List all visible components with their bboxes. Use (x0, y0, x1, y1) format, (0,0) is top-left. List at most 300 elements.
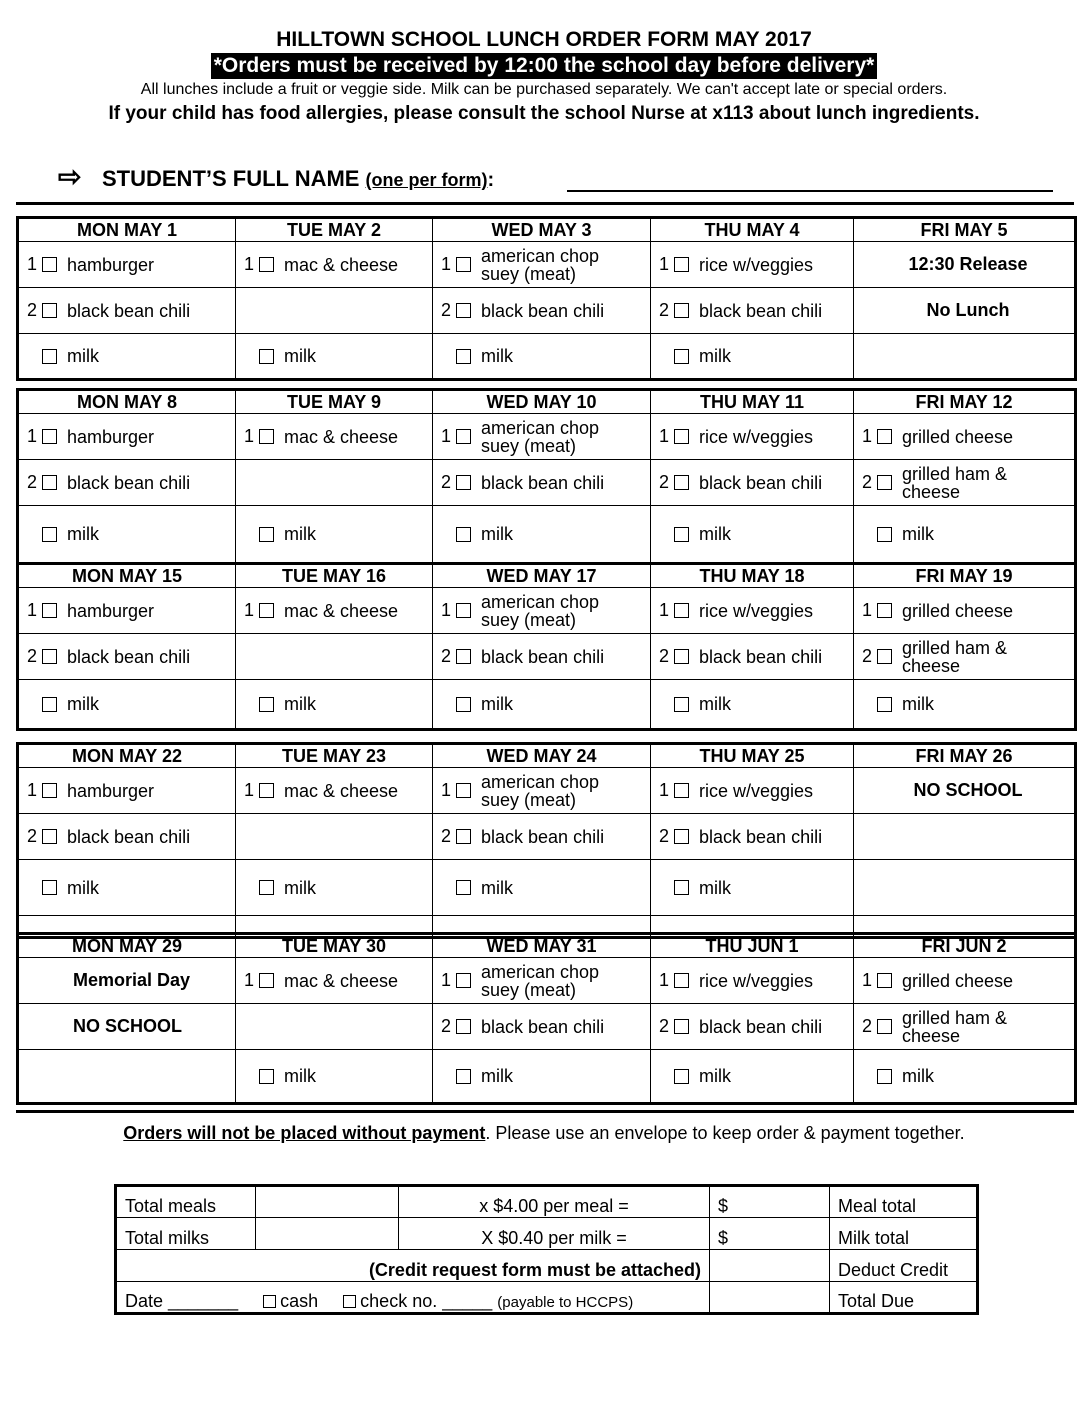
day-header-tue: TUE MAY 2 (236, 218, 433, 242)
option-number: 1 (441, 254, 452, 274)
menu-cell-tue (236, 588, 433, 634)
divider (16, 1110, 1074, 1113)
order-checkbox[interactable] (42, 527, 57, 542)
menu-cell-fri (854, 242, 1076, 288)
menu-cell-fri (854, 334, 1076, 380)
menu-item-label: milk (284, 1066, 316, 1086)
order-checkbox[interactable] (456, 829, 471, 844)
deduct-credit-label: Deduct Credit (830, 1250, 978, 1282)
day-header-thu: THU JUN 1 (651, 934, 854, 958)
credit-note: (Credit request form must be attached) (116, 1250, 710, 1282)
milk-option (27, 525, 235, 543)
menu-cell-thu (651, 588, 854, 634)
order-checkbox[interactable] (456, 649, 471, 664)
option-1 (862, 970, 1074, 991)
menu-item-label: black bean chili (481, 472, 605, 493)
milk-option (244, 525, 432, 543)
menu-cell-tue (236, 414, 433, 460)
option-2 (862, 1009, 1074, 1045)
menu-cell-fri (854, 460, 1076, 506)
menu-cell-fri (854, 288, 1076, 334)
menu-cell-thu (651, 814, 854, 860)
day-header-mon: MON MAY 15 (18, 564, 236, 588)
total-due-field[interactable] (710, 1282, 830, 1314)
order-checkbox[interactable] (42, 603, 57, 618)
menu-cell-wed (433, 460, 651, 506)
order-checkbox[interactable] (674, 783, 689, 798)
menu-item-label: black bean chili (699, 472, 823, 493)
option-2 (27, 300, 235, 321)
option-1 (862, 600, 1074, 621)
milk-option (27, 879, 235, 897)
menu-item-label: milk (699, 346, 731, 366)
menu-item-label: black bean chili (699, 1016, 823, 1037)
menu-item-label: milk (902, 1066, 934, 1086)
fri-note: NO SCHOOL (913, 780, 1023, 800)
option-2 (441, 1016, 650, 1037)
day-header-fri: FRI MAY 19 (854, 564, 1076, 588)
option-number: 2 (27, 646, 38, 666)
divider (16, 202, 1074, 205)
menu-cell-tue (236, 506, 433, 564)
payable-note: (payable to HCCPS) (497, 1294, 634, 1311)
option-number: 1 (441, 600, 452, 620)
menu-item-label: milk (902, 524, 934, 544)
deadline-banner: *Orders must be received by 12:00 the school day before delivery* (211, 53, 878, 79)
order-checkbox[interactable] (877, 429, 892, 444)
menu-item-label: black bean chili (699, 646, 823, 667)
milk-option (659, 525, 853, 543)
menu-cell-thu (651, 506, 854, 564)
option-2 (659, 300, 853, 321)
option-number: 1 (27, 600, 38, 620)
menu-cell-thu (651, 334, 854, 380)
menu-item-label: milk (481, 877, 513, 898)
order-checkbox[interactable] (259, 697, 274, 712)
milk-option (441, 879, 650, 897)
menu-item-label: rice w/veggies (699, 600, 814, 621)
menu-item-label: black bean chili (481, 300, 605, 321)
menu-cell-wed (433, 506, 651, 564)
meal-total-label: Meal total (830, 1186, 978, 1218)
one-per-form-note: (one per form) (365, 170, 488, 190)
menu-item-label: milk (481, 524, 513, 544)
order-checkbox[interactable] (674, 257, 689, 272)
order-checkbox[interactable] (456, 527, 471, 542)
milk-option (862, 1067, 1074, 1085)
menu-cell-mon (18, 634, 236, 680)
week-table (16, 742, 1077, 939)
menu-item-label: milk (67, 346, 99, 366)
menu-cell-fri (854, 634, 1076, 680)
menu-cell-tue (236, 860, 433, 916)
milk-option (27, 347, 235, 365)
order-checkbox[interactable] (674, 649, 689, 664)
milk-option (441, 695, 650, 713)
total-milks-field[interactable] (256, 1218, 399, 1250)
order-checkbox[interactable] (456, 697, 471, 712)
order-checkbox[interactable] (674, 303, 689, 318)
day-header-wed: WED MAY 3 (433, 218, 651, 242)
menu-cell-fri (854, 680, 1076, 730)
option-number: 2 (27, 300, 38, 320)
order-checkbox[interactable] (456, 880, 471, 895)
day-header-mon: MON MAY 8 (18, 390, 236, 414)
menu-item-label: milk (481, 694, 513, 714)
menu-item-label: grilled cheese (902, 970, 1014, 991)
day-header-fri: FRI JUN 2 (854, 934, 1076, 958)
order-checkbox[interactable] (456, 1069, 471, 1084)
day-header-wed: WED MAY 10 (433, 390, 651, 414)
menu-cell-fri (854, 506, 1076, 564)
milk-option (659, 347, 853, 365)
order-checkbox[interactable] (674, 880, 689, 895)
option-2 (659, 826, 853, 847)
order-checkbox[interactable] (674, 697, 689, 712)
cash-checkbox[interactable] (263, 1295, 276, 1308)
menu-cell-tue (236, 958, 433, 1004)
option-1 (659, 600, 853, 621)
menu-cell-thu (651, 680, 854, 730)
order-checkbox[interactable] (674, 603, 689, 618)
menu-item-label: mac & cheese (284, 600, 399, 621)
menu-item-label: black bean chili (67, 300, 191, 321)
menu-item-label: milk (67, 877, 99, 898)
payment-note (0, 1123, 1088, 1144)
day-header-fri: FRI MAY 12 (854, 390, 1076, 414)
option-number: 2 (862, 1016, 873, 1036)
day-header-mon: MON MAY 29 (18, 934, 236, 958)
menu-item-label: milk (481, 346, 513, 366)
day-header-wed: WED MAY 17 (433, 564, 651, 588)
order-checkbox[interactable] (259, 429, 274, 444)
milk-option (244, 1067, 432, 1085)
cash-label: cash (280, 1291, 319, 1311)
option-1 (441, 593, 650, 629)
option-number: 1 (862, 600, 873, 620)
day-header-fri: FRI MAY 5 (854, 218, 1076, 242)
menu-item-label: rice w/veggies (699, 254, 814, 275)
menu-cell-thu (651, 288, 854, 334)
option-number: 2 (441, 646, 452, 666)
week-table (16, 388, 1077, 565)
menu-cell-mon (18, 414, 236, 460)
order-checkbox[interactable] (456, 475, 471, 490)
day-header-tue: TUE MAY 30 (236, 934, 433, 958)
option-2 (862, 639, 1074, 675)
menu-cell-fri (854, 768, 1076, 814)
order-checkbox[interactable] (456, 429, 471, 444)
order-checkbox[interactable] (456, 603, 471, 618)
option-number: 2 (27, 472, 38, 492)
option-1 (244, 780, 432, 801)
order-checkbox[interactable] (259, 257, 274, 272)
order-checkbox[interactable] (674, 527, 689, 542)
option-number: 2 (441, 472, 452, 492)
order-checkbox[interactable] (259, 880, 274, 895)
menu-item-label: black bean chili (699, 300, 823, 321)
order-checkbox[interactable] (877, 649, 892, 664)
option-number: 1 (659, 254, 670, 274)
menu-item-label: black bean chili (67, 472, 191, 493)
menu-cell-wed (433, 242, 651, 288)
option-1 (244, 426, 432, 447)
day-header-wed: WED MAY 31 (433, 934, 651, 958)
order-checkbox[interactable] (42, 349, 57, 364)
day-header-tue: TUE MAY 16 (236, 564, 433, 588)
option-number: 1 (659, 600, 670, 620)
arrow-icon: ⇨ (58, 161, 82, 192)
option-number: 1 (862, 970, 873, 990)
colon: : (487, 169, 495, 191)
menu-item-label: mac & cheese (284, 426, 399, 447)
order-checkbox[interactable] (877, 697, 892, 712)
menu-cell-tue (236, 1050, 433, 1104)
menu-cell-wed (433, 334, 651, 380)
meal-total-field[interactable]: $ (710, 1186, 830, 1218)
day-header-mon: MON MAY 22 (18, 744, 236, 768)
menu-item-label: black bean chili (67, 646, 191, 667)
order-checkbox[interactable] (42, 257, 57, 272)
menu-cell-wed (433, 588, 651, 634)
menu-cell-tue (236, 1004, 433, 1050)
deduct-credit-field[interactable] (710, 1250, 830, 1282)
option-1 (659, 254, 853, 275)
menu-cell-thu (651, 460, 854, 506)
option-1 (27, 780, 235, 801)
menu-cell-tue (236, 680, 433, 730)
order-checkbox[interactable] (259, 973, 274, 988)
menu-item-label: grilled ham & cheese (902, 637, 1008, 676)
order-checkbox[interactable] (42, 303, 57, 318)
option-number: 1 (244, 970, 255, 990)
milk-option (441, 1067, 650, 1085)
option-2 (659, 472, 853, 493)
milk-option (441, 525, 650, 543)
menu-item-label: milk (699, 524, 731, 544)
menu-cell-mon (18, 768, 236, 814)
menu-cell-wed (433, 288, 651, 334)
order-checkbox[interactable] (674, 1069, 689, 1084)
option-number: 1 (441, 970, 452, 990)
option-1 (441, 419, 650, 455)
order-checkbox[interactable] (259, 1069, 274, 1084)
menu-cell-wed (433, 958, 651, 1004)
order-checkbox[interactable] (674, 475, 689, 490)
student-name-field[interactable] (567, 190, 1053, 192)
option-number: 1 (441, 780, 452, 800)
menu-item-label: black bean chili (481, 1016, 605, 1037)
payment-method-cell (116, 1282, 710, 1314)
order-checkbox[interactable] (42, 429, 57, 444)
date-field[interactable]: Date _______ (125, 1291, 239, 1311)
menu-item-label: hamburger (67, 426, 155, 447)
menu-cell-fri (854, 860, 1076, 916)
option-1 (244, 600, 432, 621)
menu-cell-wed (433, 814, 651, 860)
menu-cell-tue (236, 634, 433, 680)
fri-note: 12:30 Release (908, 254, 1028, 274)
menu-cell-fri (854, 814, 1076, 860)
menu-cell-fri (854, 588, 1076, 634)
option-2 (27, 472, 235, 493)
day-header-thu: THU MAY 4 (651, 218, 854, 242)
option-1 (244, 254, 432, 275)
order-checkbox[interactable] (674, 973, 689, 988)
order-checkbox[interactable] (259, 527, 274, 542)
menu-cell-wed (433, 1050, 651, 1104)
milk-option (27, 695, 235, 713)
menu-item-label: milk (284, 346, 316, 366)
order-checkbox[interactable] (456, 257, 471, 272)
milk-option (659, 879, 853, 897)
menu-cell-mon (18, 860, 236, 916)
menu-item-label: american chop suey (meat) (481, 591, 600, 630)
week-table (16, 216, 1077, 381)
option-number: 2 (862, 472, 873, 492)
order-checkbox[interactable] (877, 1019, 892, 1034)
option-number: 2 (659, 646, 670, 666)
order-checkbox[interactable] (877, 973, 892, 988)
order-checkbox[interactable] (877, 603, 892, 618)
menu-item-label: milk (902, 694, 934, 714)
order-checkbox[interactable] (674, 829, 689, 844)
menu-item-label: black bean chili (67, 826, 191, 847)
order-checkbox[interactable] (674, 349, 689, 364)
menu-cell-wed (433, 634, 651, 680)
option-1 (659, 780, 853, 801)
milk-option (862, 525, 1074, 543)
menu-cell-mon (18, 288, 236, 334)
milk-option (244, 347, 432, 365)
order-checkbox[interactable] (42, 829, 57, 844)
option-number: 1 (244, 600, 255, 620)
check-checkbox[interactable] (343, 1295, 356, 1308)
order-checkbox[interactable] (456, 349, 471, 364)
option-number: 2 (441, 826, 452, 846)
check-number-field[interactable]: check no. _____ (360, 1291, 493, 1311)
menu-cell-wed (433, 1004, 651, 1050)
menu-item-label: hamburger (67, 254, 155, 275)
option-1 (441, 773, 650, 809)
menu-item-label: milk (67, 524, 99, 544)
mon-note: Memorial Day (73, 970, 191, 990)
milk-option (862, 695, 1074, 713)
menu-cell-mon (18, 814, 236, 860)
menu-item-label: american chop suey (meat) (481, 961, 600, 1000)
menu-item-label: grilled ham & cheese (902, 463, 1008, 502)
order-checkbox[interactable] (456, 303, 471, 318)
option-number: 1 (244, 254, 255, 274)
order-checkbox[interactable] (259, 783, 274, 798)
menu-item-label: american chop suey (meat) (481, 245, 600, 284)
order-checkbox[interactable] (456, 1019, 471, 1034)
option-2 (441, 300, 650, 321)
menu-cell-mon (18, 506, 236, 564)
total-meals-label: Total meals (116, 1186, 256, 1218)
option-2 (27, 826, 235, 847)
week-table (16, 562, 1077, 731)
option-2 (27, 646, 235, 667)
option-2 (862, 465, 1074, 501)
order-checkbox[interactable] (877, 475, 892, 490)
option-number: 2 (659, 826, 670, 846)
day-header-thu: THU MAY 18 (651, 564, 854, 588)
fri-note: No Lunch (926, 300, 1010, 320)
option-2 (441, 826, 650, 847)
menu-item-label: rice w/veggies (699, 780, 814, 801)
order-checkbox[interactable] (877, 1069, 892, 1084)
menu-item-label: mac & cheese (284, 780, 399, 801)
option-1 (27, 254, 235, 275)
mon-note: NO SCHOOL (73, 1016, 183, 1036)
option-number: 2 (441, 300, 452, 320)
day-header-mon: MON MAY 1 (18, 218, 236, 242)
milk-total-field[interactable]: $ (710, 1218, 830, 1250)
order-checkbox[interactable] (877, 527, 892, 542)
option-1 (27, 426, 235, 447)
order-checkbox[interactable] (259, 603, 274, 618)
day-header-thu: THU MAY 25 (651, 744, 854, 768)
menu-item-label: milk (284, 524, 316, 544)
menu-item-label: american chop suey (meat) (481, 771, 600, 810)
milk-total-label: Milk total (830, 1218, 978, 1250)
menu-cell-thu (651, 958, 854, 1004)
menu-cell-tue (236, 460, 433, 506)
option-number: 2 (659, 472, 670, 492)
order-checkbox[interactable] (42, 783, 57, 798)
order-checkbox[interactable] (259, 349, 274, 364)
form-title: HILLTOWN SCHOOL LUNCH ORDER FORM MAY 2017 (276, 28, 812, 51)
option-number: 1 (244, 426, 255, 446)
order-checkbox[interactable] (456, 783, 471, 798)
menu-item-label: black bean chili (481, 826, 605, 847)
menu-cell-mon (18, 334, 236, 380)
menu-item-label: black bean chili (699, 826, 823, 847)
milk-option (659, 695, 853, 713)
order-checkbox[interactable] (42, 880, 57, 895)
option-1 (441, 247, 650, 283)
menu-cell-tue (236, 242, 433, 288)
menu-cell-wed (433, 414, 651, 460)
order-checkbox[interactable] (674, 429, 689, 444)
option-number: 2 (659, 300, 670, 320)
option-2 (441, 472, 650, 493)
option-number: 1 (862, 426, 873, 446)
order-checkbox[interactable] (42, 649, 57, 664)
option-2 (659, 646, 853, 667)
menu-cell-thu (651, 634, 854, 680)
menu-item-label: milk (481, 1066, 513, 1086)
menu-item-label: black bean chili (481, 646, 605, 667)
menu-item-label: hamburger (67, 600, 155, 621)
payment-warning: Orders will not be placed without payment (123, 1123, 486, 1143)
option-number: 1 (27, 780, 38, 800)
order-checkbox[interactable] (674, 1019, 689, 1034)
order-checkbox[interactable] (456, 973, 471, 988)
deadline-banner-wrap (0, 53, 1088, 79)
menu-cell-tue (236, 288, 433, 334)
milk-option (244, 879, 432, 897)
milk-option (244, 695, 432, 713)
menu-cell-thu (651, 1004, 854, 1050)
option-number: 2 (659, 1016, 670, 1036)
order-checkbox[interactable] (42, 475, 57, 490)
payment-instruction: . Please use an envelope to keep order & payment together. (485, 1123, 965, 1143)
total-meals-field[interactable] (256, 1186, 399, 1218)
order-checkbox[interactable] (42, 697, 57, 712)
student-name-row (58, 161, 495, 192)
